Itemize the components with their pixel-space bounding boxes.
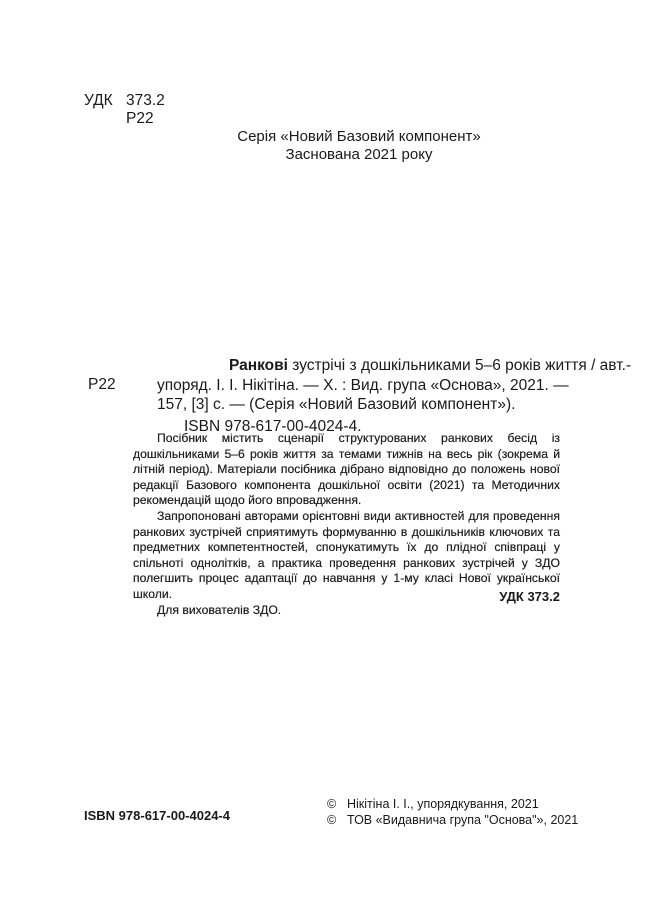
isbn-footer: ISBN 978-617-00-4024-4 (84, 808, 230, 823)
author-sign-margin: Р22 (88, 376, 116, 393)
copyright-line-publisher (327, 812, 578, 828)
series-founded: Заснована 2021 року (285, 146, 433, 163)
udk-label: УДК (84, 92, 113, 109)
copyright-text: Нікітіна І. І., упорядкування, 2021 (347, 797, 539, 811)
annotation (133, 431, 560, 618)
annotation-audience: Для вихователів ЗДО. (157, 602, 282, 617)
copyright-text: ТОВ «Видавнича група "Основа"», 2021 (347, 813, 579, 827)
copyright-block (327, 796, 578, 828)
copyright-line-author (327, 796, 578, 812)
udk-bottom: УДК 373.2 (499, 589, 560, 604)
bibliographic-description (157, 356, 632, 436)
biblio-line-1 (157, 356, 632, 376)
book-title: Ранкові (229, 357, 288, 374)
author-sign: Р22 (126, 110, 154, 127)
annotation-paragraph: Запропоновані авторами орієнтовні види активностей для проведення ранкових зустрічей сприятимуть формуванню в дошкільників ключових та предметних компетентностей, спонукатимуть їх до плідної співпраці у спільноті однолітків, а практика проведення ранкових зустрічей у ЗДО полегшить процес адаптації до навчання у 1-му класі Нової української школи. (133, 508, 560, 601)
book-title-rest: зустрічі з дошкільниками 5–6 років життя / авт.- (287, 357, 632, 374)
series-block (0, 128, 650, 164)
udk-classification-block (84, 92, 165, 128)
series-title: Серія «Новий Базовий компонент» (237, 128, 481, 145)
annotation-paragraph: Посібник містить сценарії структурованих ранкових бесід із дошкільниками 5–6 років життя за темами тижнів на весь рік (зокрема й літній період). Матеріали посібника дібрано відповідно до положень нової редакції Базового компонента дошкільної освіти (2021) та Методичних рекомендацій щодо його впровадження. (133, 431, 560, 508)
copyright-icon: © (327, 797, 337, 811)
biblio-line-3: 157, [3] с. — (Серія «Новий Базовий компонент»). (157, 396, 516, 413)
udk-code: 373.2 (126, 92, 165, 109)
biblio-line-2: упоряд. І. І. Нікітіна. — Х. : Вид. група «Основа», 2021. — (157, 376, 569, 394)
biblio-isbn: ISBN 978-617-00-4024-4. (184, 417, 362, 435)
copyright-icon: © (327, 813, 337, 827)
